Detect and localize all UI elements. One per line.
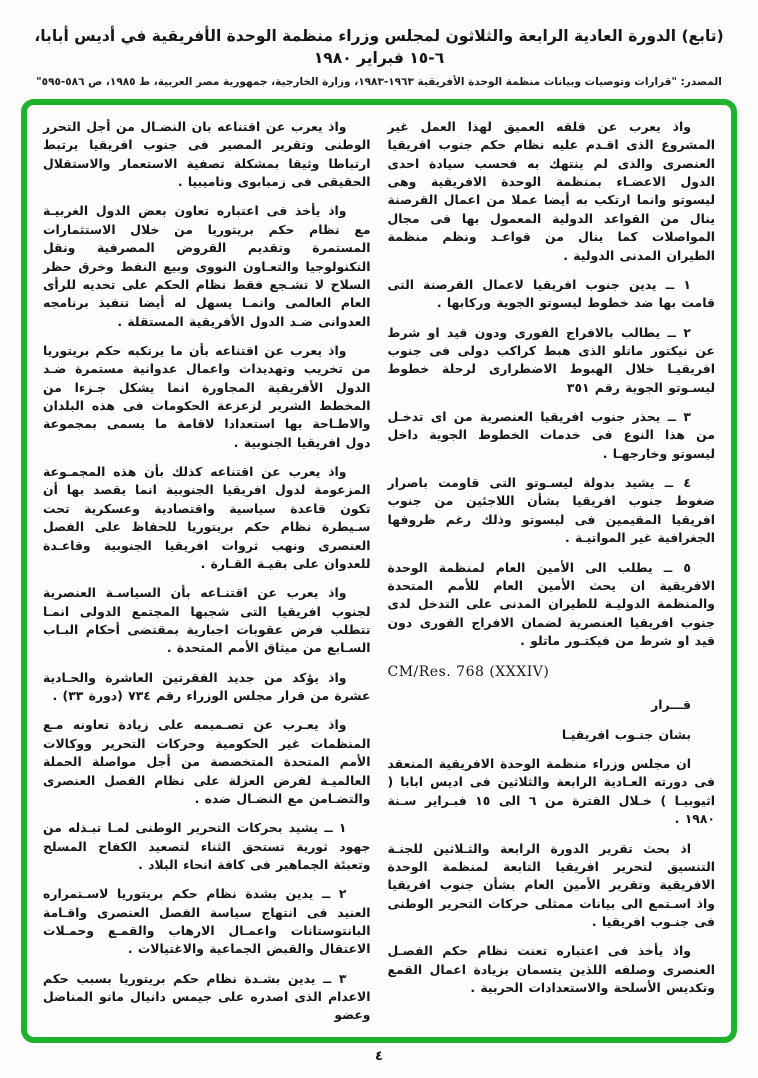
- green-border-frame: [21, 99, 737, 1043]
- left-column: [43, 118, 371, 1027]
- paragraph: واذ يعرب عن اقتناعه بأن ما يرتكبه حكم بريتوريا من تخريب وتهديدات واعمال عدوانية مستمرة ضـد الدول الأفريقية المجاورة انما يشكل جـزءا من المخطط الشرير لزعزعة الحكومات فى هذه البلدان والاطـاحة بها استعدادا لاقامة ما يسمى بمجموعة دول افريقيا الجنوبية .: [43, 342, 371, 450]
- numbered-clause: ٢ ــ يدين بشدة نظام حكم بريتوريا لاسـتمراره العنيد فى انتهاج سياسة الفصل العنصرى واقـامة البانتوستانات واعمـال الارهاب والقمـع وحمـلات الاعتقال والقبض الجماعية والاغتيالات .: [43, 886, 371, 957]
- numbered-clause: ١ ــ يدين جنوب افريقيا لاعمال القرصنة التى قامت بها ضد خطوط ليسوتو الجوية وركابها .: [387, 276, 715, 311]
- numbered-clause: ٤ ــ يشيد بدولة ليسـوتو التى قاومت باصرار ضغوط جنوب افريقيا بشأن اللاجئين من جنوب افريقيا المقيمين فى ليسوتو وذلك رغم ظروفها الجغرافية غير المواتيـة .: [387, 475, 715, 546]
- page-number: ٤: [375, 1049, 383, 1064]
- numbered-clause: ٣ ــ يدين بشـدة نظام حكم بريتوريا بسبب حكم الاعدام الذى اصدره على جيمس دانيال مانو المناضل وعضو: [43, 970, 371, 1023]
- two-column-layout: [27, 105, 731, 1037]
- paragraph: اذ بحث تقرير الدورة الرابعة والثـلاثين للجنـة التنسيق لتحرير افريقيا التابعة لمنظمة الوحدة الافريقية وتقرير الأمين العام بشأن جنوب افريقيا واذ اسـتمع الى بيانات ممثلى حركات التحرير الوطنى فى جنـوب افريقيا .: [387, 840, 715, 929]
- numbered-clause: ١ ــ يشيد بحركات التحرير الوطنى لمـا تبـذله من جهود ثورية تستحق الثناء لتصعيد الكفاح المسلح وتعبئة الجماهير فى كافة انحاء البلاد .: [43, 820, 371, 872]
- right-column: [388, 118, 716, 1027]
- numbered-clause: ٥ ــ يطلب الى الأمين العام لمنظمة الوحدة الافريقية ان يحث الأمين العام للأمم المتحدة والمنظمة الدوليـة للطيران المدنى على التدخل لدى جنوب افريقيا العنصرية لضمان الافراج الفورى دون قيد او شرط من فيكتـور ماتلو .: [387, 559, 715, 648]
- source-line: المصدر: "قرارات وتوصيات وبيانات منظمة الوحدة الأفريقية ١٩٦٣-١٩٨٣، وزارة الخارجية، جمهورية مصر العربية، ط ١٩٨٥، ص ٥٨٦-٥٩٥": [36, 76, 722, 89]
- paragraph: واذ يأخذ فى اعتباره تعنت نظام حكم الفصـل العنصرى وصلفه اللذين يتسمان بزيادة اعمال القمع وتكديس الأسلحة والاستعدادات الحربية .: [387, 943, 715, 996]
- resolution-title: قـــرار: [651, 697, 691, 713]
- numbered-clause: ٣ ــ يحذر جنوب افريقيا العنصرية من اى تدخـل من هذا النوع فى خدمات الخطوط الجوية داخل ليسوتو وخارجهـا .: [387, 409, 715, 461]
- session-title: (تابع) الدورة العادية الرابعة والثلاثون لمجلس وزراء منظمة الوحدة الأفريقية في أديس أبابا، ٦-١٥ فبراير ١٩٨٠: [34, 27, 724, 67]
- paragraph: ان مجلس وزراء منظمة الوحدة الافريقية المنعقد فى دورته العـادية الرابعة والثلاثين فى اديس ابابا ( اثيوبيـا ) خـلال الفترة من ٦ الى ١٥ فبـراير سـنة ١٩٨٠ .: [387, 756, 715, 827]
- paragraph: واذ يؤكد من جديد الفقرتين العاشرة والحـادية عشرة من قرار مجلس الوزراء رقم ٧٣٤ (دورة ٣٣) .: [43, 669, 371, 704]
- paragraph: واذ يعرب عن اقتناعه بان النضـال من أجل التحرر الوطنى وتقرير المصير فى جنوب افريقيا يرتبط ارتباطا وثيقا بمشكلة تصفية الاستعمار والاستقلال الحقيقى فى زمبابوى وناميبيا .: [43, 119, 371, 190]
- paragraph: واذ يعـرب عن تصـميمه على زيادة تعاونه مـع المنظمات غير الحكومية وحركات التحرير ووكالات الأمم المتحدة المتخصصة من أجل مواصلة الحملة العالميـة لفرض العزلة على نظام الفصل العنصرى والتضـامن مع النضـال ضده .: [43, 717, 371, 806]
- paragraph: واذ يعرب عن اقتنـاعه بأن السياسـة العنصرية لجنوب افريقيا التى شجبها المجتمع الدولى انمـا تتطلب فرض عقوبات اجبارية بمقتضى أحكام البـاب السـابع من ميثاق الأمم المتحدة .: [43, 585, 371, 656]
- paragraph: واذ يأخذ فى اعتباره تعاون بعض الدول الغربيـة مع نظام حكم بريتوريا من خلال الاستثمارات المستمرة وتقديم القروض المصرفية ونقل التكنولوجيا والتعـاون النووى وبيع النفط وخرق حظر السلاح لا تشـجع فقط نظام الحكم على تحديه للرأى العام العالمى وانمـا يسهل له أيضا تنفيذ برنامجه العدوانى ضـد الدول الأفريقية المستقلة .: [43, 203, 371, 329]
- resolution-reference: CM/Res. 768 (XXXIV): [387, 664, 550, 681]
- numbered-clause: ٢ ــ يطالب بالافراج الفورى ودون قيد او شرط عن نيكتور ماتلو الذى هبط كراكب دولى فى جنوب افريقيـا خلال الهبوط الاضطرارى لرحلة خطوط ليسـوتو الجوية رقم ٣٥١: [387, 324, 715, 395]
- paragraph: واذ يعرب عن اقتناعه كذلك بأن هذه المجمـوعة المزعومة لدول افريقيا الجنوبية انما يقصد بها أن تكون قاعدة سياسية واقتصادية وعسكرية تحت سـيطرة نظام حكم بريتوريا للحفاظ على الفصل العنصرى ونهب ثروات افريقيا الجنوبية وقاعـدة للعدوان على بقيـة القـارة .: [43, 464, 371, 571]
- document-header: [20, 26, 738, 88]
- resolution-subject: بشان جنـوب افريقيـا: [561, 726, 691, 742]
- paragraph: واذ يعرب عن قلقه العميق لهذا العمل غير المشروع الذى اقـدم عليه نظام حكم جنوب افريقيا العنصرى والذى لم ينتهك به فحسب سيادة احدى الدول الاعضـاء بمنظمة الوحدة الافريقية وهى ليسوتو وانما ارتكب به أيضا عملا من اعمال القرصنة ينال من القواعد الدولية المعمول بها فى مجال المواصلات كما ينال من قواعـد ونظم منظمة الطيران المدنى الدولية .: [387, 119, 715, 263]
